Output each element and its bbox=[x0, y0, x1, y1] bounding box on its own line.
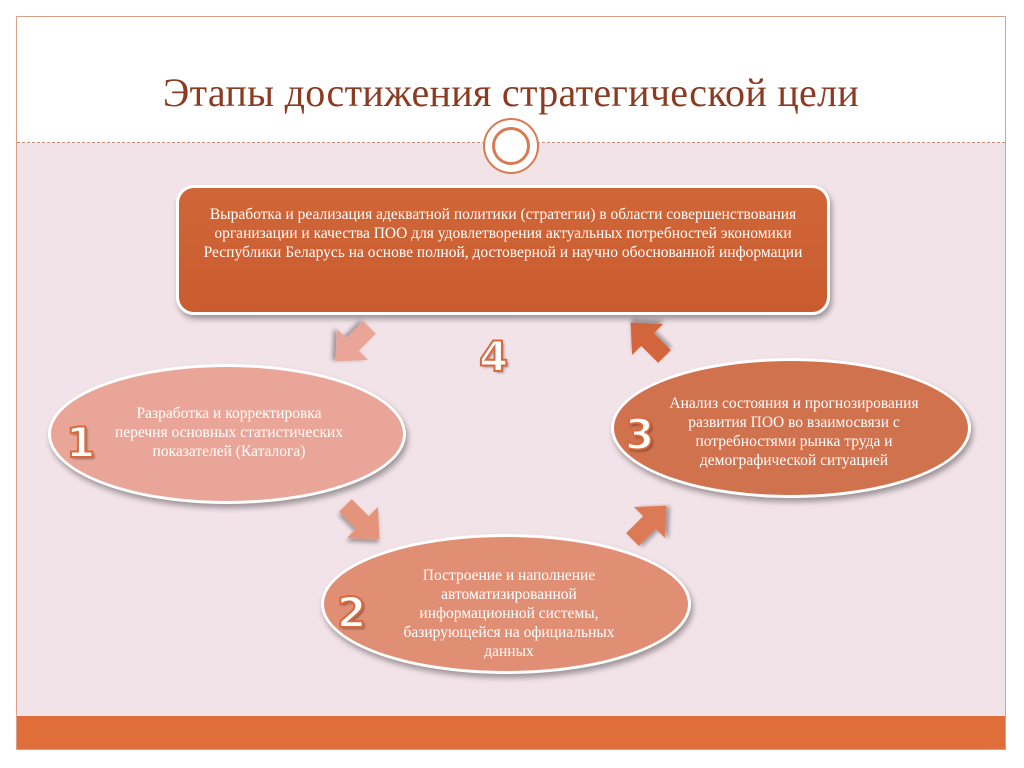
stage-1-text: Разработка и корректировка перечня основных статистических показателей (Каталога) bbox=[114, 405, 344, 460]
arrow-step1-to-step2 bbox=[330, 490, 395, 555]
step-number-2: 2 bbox=[337, 588, 367, 637]
arrow-step3-to-top bbox=[615, 307, 680, 372]
stage-2-ellipse bbox=[321, 534, 691, 674]
arrow-top-to-step1 bbox=[320, 312, 385, 377]
page-title: Этапы достижения стратегической цели bbox=[162, 70, 860, 115]
stage-3-text: Анализ состояния и прогнозирования развития ПОО во взаимосвязи с потребностями рынка труда и демографической ситуацией bbox=[669, 395, 919, 469]
step-number-4: 4 bbox=[479, 332, 509, 381]
step-number-1: 1 bbox=[66, 418, 96, 467]
stage-top-text: Выработка и реализация адекватной политики (стратегии) в области совершенствования организации и качества ПОО для удовлетворения актуальных потребностей экономики Республики Беларусь на основе полной, достоверной и научно обоснованной информации bbox=[203, 206, 803, 261]
arrow-step2-to-step3 bbox=[617, 490, 682, 555]
stage-2-text: Построение и наполнение автоматизированной информационной системы, базирующейся на официальных данных bbox=[403, 567, 615, 660]
stage-top-box bbox=[176, 185, 830, 315]
stage-1-ellipse bbox=[48, 364, 406, 504]
step-number-3: 3 bbox=[625, 410, 655, 459]
stage-3-ellipse bbox=[611, 358, 971, 498]
